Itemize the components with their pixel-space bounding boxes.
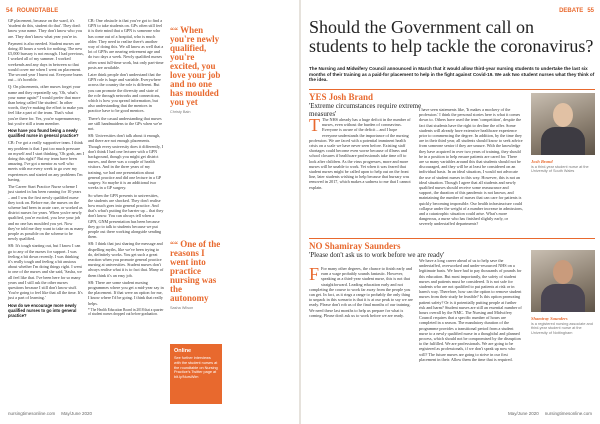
- paragraph: SB: I think that just sharing the message and dispelling myths, like we've been trying to do, definitely works. You get such a great reaction when you promote general practice nursing at universities. Student nurses don't always realise what it is to fact that. Many of them think it's an easy job.: [88, 241, 164, 278]
- body-shape: [541, 127, 585, 155]
- paragraph: CB: I've got a really supportive team. I think my problem is that I put too much pressure on myself and I start thinking, 'Oh gosh, am I doing this right?' But my team have been amazing. I've got a mentor as well who meets with me every week to go over my experiences and started on any problems I'm having.: [8, 140, 85, 182]
- drop-cap: F: [309, 264, 320, 284]
- face-shape: [553, 103, 573, 127]
- author-photo-shamiray: [531, 250, 595, 312]
- paragraph: GP placement, because on the ward, it's 'student do this, student do that'. They don't know your name. They don't know who you are. They don't know what year you're in.: [8, 18, 82, 39]
- divider: [309, 238, 595, 239]
- pull-quote-text: When you're newly qualified, you're excited, you love your job and no one has moulded you yet: [170, 25, 221, 107]
- pull-quote-author: Christy Bain: [170, 110, 191, 114]
- divider: [309, 89, 595, 90]
- left-footer: [8, 411, 291, 418]
- yes-quote: 'Extreme circumstances require extreme measures': [309, 102, 422, 118]
- page-number: 55: [587, 7, 594, 14]
- no-heading: [309, 241, 449, 259]
- standfirst: The Nursing and Midwifery Council announced in March that it would allow third-year nursing students to undertake the last six months of their training as a paid-for placement to help in the fight against Covid-19. We ask two student nurses what they think of the idea.: [309, 66, 595, 83]
- paragraph: SB: There are some student nursing programmes where you get a mid-year say in the placement. If that were an option for me, I know where I'd be going. I think that really helps.: [88, 279, 164, 306]
- page-number: 54: [6, 7, 13, 14]
- no-column-2: [419, 258, 523, 364]
- paragraph: SB: It's tough starting out, but I know I can go to any of the nurses for support. I was feeling a bit down recently. I was thinking it's really tough and feeling a bit anxious about whether I'm doing things right. I went to one of the nurses and she said, 'Sasha, we all feel like that. I've been here for so many years and I still ask the other nurses questions because I still don't know stuff. You're going to feel like that all the time. It's just a part of learning.': [8, 243, 83, 301]
- no-quote: 'Please don't ask us to work before we are ready': [309, 251, 445, 259]
- photo-caption: [531, 317, 595, 335]
- caption-role: is a registered nursing associate and third-year student nurse at the University of Nottingham: [531, 321, 593, 335]
- pull-quote-text: One of the reasons I went into practice nursing was the autonomy: [170, 239, 221, 303]
- yes-column-1: [309, 117, 413, 192]
- paragraph: CB: One obstacle is that you've got to find a GPN to take students on. GPs often still feel it is their mind that a GPN is someone who has come out of a hospital, who is much older. They need to realise there's another way of doing this. We all know as well that a lot of GPNs are nearing retirement age and do two days a week. Newly qualified nurses often want full-time work, but only part-time posts are available.: [88, 18, 164, 70]
- question: How have you found being a newly qualified nurse in general practice?: [8, 128, 79, 139]
- paragraph: So when the GPN presents to universities, the students are shocked. They don't realise how much goes into general practice. And that's what's putting the barrier up – that they don't know. You can always tell when a GPN, GNM presentation has been because they go to talk to students because we put people out there working alongside sending them.: [88, 192, 164, 240]
- footnote: * The Health Education Board in 2018 that a quarter of student nurses dropped out before graduation.: [88, 307, 164, 317]
- footer-site: nursingtimesonline.com: [544, 411, 592, 416]
- body-shape: [541, 284, 585, 312]
- quote-mark-icon: ““: [170, 240, 178, 249]
- yes-column-2: [419, 107, 523, 229]
- right-footer: [309, 411, 592, 418]
- drop-cap: T: [309, 115, 320, 135]
- footer-date: May/June 2020: [61, 411, 93, 416]
- left-column-2: [88, 18, 164, 319]
- no-column-1: [309, 266, 413, 320]
- no-label: NO Shamiray Saunders: [309, 241, 401, 251]
- online-box-body: See further interviews with the student nurses at the roundtable on Nursing Practice's Twitter page at bit.ly/NursWim: [174, 356, 218, 380]
- online-box: [170, 344, 222, 404]
- yes-label: YES Josh Brand: [309, 92, 374, 102]
- section-label: ROUNDTABLE: [16, 7, 59, 14]
- caption-role: is a third-year student nurse at the University of South Wales: [531, 164, 589, 174]
- pull-quote-author: Sasha Wilson: [170, 306, 194, 310]
- paragraph: The Career Start Practice Nurse scheme I just started in has been running for 10 years – and I was the first newly qualified nurse they took on. Before me, the nurses on the scheme had been in acute care, or worked as district nurses for years. When you're newly qualified, you're excited, you love your job and no one has moulded you yet. Now they've told me they want to take on as many people as possible on the scheme to be newly qualified.: [8, 184, 84, 242]
- paragraph: I have seen statements like, 'It makes a mockery of the profession.' I think the personal stories here is what it comes down to. Others have used the term 'competition', despite the fact that students have the right to decline the offer. Some students will already have extensive healthcare experience prior to commencing the degree. In addition, by the time they are in their third year, all students should know to seek advice from someone senior if they are unsure. With the knowledge they have acquired in over two years of training, they should be in a position to help ensure patients are cared for. There are so many variables around this that students should not be discouraged, and they will be at least be considered on an individual basis. In an ideal situation, I would not advocate the use of student nurses in this way. However, this is not an ideal situation. Though I agree that all students and newly qualified nurses should receive some reassurance and support, the duration of this pandemic is not known, and maintaining the number of nurses that can care for patients is quickly becoming impossible. Our health infrastructure could collapse under the weight of a number increase in admissions, and a catastrophic situation could arise. What's more dangerous, a nurse who has finished slightly early, or severely understaffed departments?: [419, 107, 523, 227]
- headline: Should the Government call on students to help tackle the coronavirus?: [309, 17, 594, 56]
- paragraph: Q: On placements, other nurses forget your name and they repeatedly say, 'Oh, what's your name again?' I would prefer that more than being called 'the student'. In other words, they're making the effort to make you feel like a part of the team. That's what you're there for. Yes, you're supernumerary, but you're still a team member.: [8, 84, 84, 126]
- paragraph: There's the casual understanding that nurses are still handmaidens to the GPs when we're not.: [88, 115, 163, 132]
- paragraph: Later think people don't understand that the GPN role is huge and variable. Everywhere across the country the role is different. But you can promote the diversity and state of the role through networks and connections, which is how you spread information, but also understanding that the mentors in practice have to be good mentors.: [88, 72, 161, 114]
- footer-site: nursingtimesonline.com: [8, 411, 56, 416]
- left-column-1: [8, 18, 84, 320]
- paragraph: Payment is also needed. Student nurses are doing 40 hours a week for nothing. The new £5,000 bursary is not enough. I had previous, I worked all of my summer. I worked weekends and any days in between so that would cover me when I went on placement. The second year I burnt out. Everyone burns out – it's horrible.: [8, 40, 84, 83]
- caption-name: Shamiray Saunders: [531, 316, 568, 321]
- left-page: [0, 0, 299, 424]
- footer-date: May/June 2020: [507, 411, 539, 416]
- paragraph: We have a long career ahead of us to help save the understaffed, overworked and under-resourced NHS on a legitimate basis. We have had to pay thousands of pounds for this education. But most importantly, the safety of student nurses and patients must be considered. It is not safe for students who are not qualified to put patients at risk or in harm's way. Therefore, how can the option to remove student nurses from their study be feasible? Is this option promoting patient safety? Or is it potentially putting people at further risk and harm? Student nurses are still an essential number of hours overall by the NMC. The Nursing and Midwifery Council requires that a specific number of hours are completed in a season. The mandatory duration of the programme provides a transitional period from a student nurse to a newly qualified nurse in a thoughtful and planned process, which should not be compromised by the disruption to the fulfilled. We are professionals. We are going to be registered as professionals, if we don't speak up now who will? The future nurses are going to strive in our first placement in their. Allow them the time that is required.: [419, 258, 522, 362]
- left-header: [6, 6, 293, 15]
- caption-name: Josh Brand: [531, 159, 553, 164]
- paragraph: For many other degrees, the chance to finish early and earn a wage probably sounds fantastic. However, speaking as a third-year student nurse, this is not that straightforward. Leading education early and not completing the course to work far away from the people you can get. In fact, as it rings a range to probably the only thing to unpack in this scenario is that it is at our peak to say we are ready. Please don't rob us of the final months of our training. We need these last months to help us prepare for what is coming. Please don't ask us to work before we are ready.: [309, 266, 413, 318]
- pull-quote: [170, 26, 222, 115]
- photo-caption: [531, 160, 595, 174]
- author-photo-josh: [531, 93, 595, 155]
- right-page: [301, 0, 600, 424]
- question: How do we encourage more newly qualified nurses to go into general practice?: [8, 302, 77, 318]
- section-label: DEBATE: [559, 7, 584, 14]
- paragraph: SB: Universities don't talk about it enough, and there are not enough placements. Though every university does it differently, I don't think I had one lecturer with a GPN background, though you might get district nurses, and there was a couple of health visitors. And in the three years of my training, we had one presentation about general practice and did one lecture in a GP surgery. So maybe it is an additional two weeks in a GP surgery.: [88, 133, 164, 191]
- right-header: [307, 6, 594, 15]
- online-box-title: Online: [174, 348, 192, 354]
- paragraph: The NHS already has a huge deficit in the number of nurses, even without the burden of coronavirus. Everyone is aware of the deficit – and I hope everyone understands the importance of the nursing profession. We are faced with a potential imminent health crisis on a scale we have never seen before. Existing staff shortages could become even worse because of illness and school closures if healthcare professionals take time off to look after children. As the virus progresses, more and more nurses will be unable to work. Yet when it was feared that student nurses might be called upon to help out on the front line, later students wishing to help because that bursary was removed in 2017, which makes a sadness to me that I cannot explain.: [309, 117, 411, 190]
- face-shape: [553, 260, 573, 284]
- pull-quote: [170, 240, 222, 311]
- quote-mark-icon: ““: [170, 26, 178, 35]
